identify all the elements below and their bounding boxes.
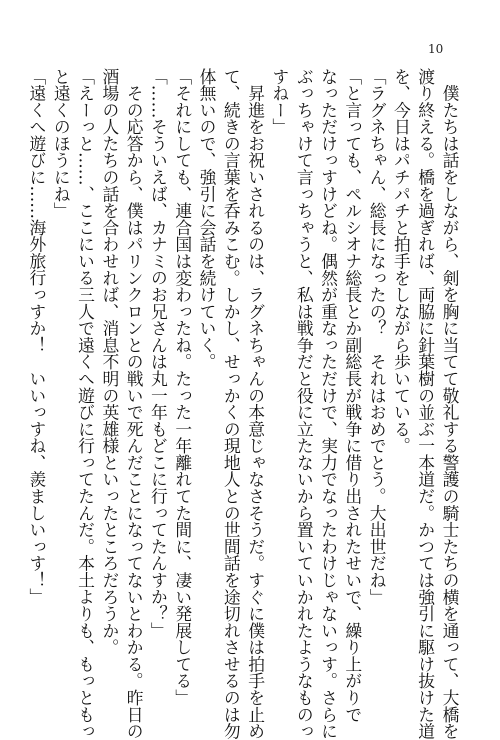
text-line: その応答から、僕はパリンクロンとの戦いで死んだことになってないとわかる。昨日の: [124, 68, 145, 740]
text-line: 「と言っても、ペルシオナ総長とか副総長が戦争に借り出されたせいで、繰り上がりで: [342, 68, 363, 723]
text-line: 「……そういえば、カナミのお兄さんは丸一年もどこに行ってたんすか？」: [148, 68, 169, 639]
text-line: て、続きの言葉を呑みこむ。しかし、せっかくの現地人との世間話を途切れさせるのは勿: [221, 68, 242, 740]
vertical-text-body: [26, 68, 462, 740]
text-line: 僕たちは話をしながら、剣を胸に当てて敬礼する警護の騎士たちの横を通って、大橋を: [440, 68, 460, 740]
text-line: と遠くのほうにね」: [51, 68, 72, 220]
text-line: 「遠くへ遊びに……海外旅行っすか！ いいっすね、羨ましいっす！」: [26, 68, 47, 606]
text-line: 昇進をお祝いされるのは、ラグネちゃんの本意じゃなさそうだ。すぐに僕は拍手を止め: [245, 68, 266, 740]
text-line: 「えーっと……、ここにいる三人で遠くへ遊びに行ってたんだ。本土よりも、もっともっ: [75, 68, 96, 740]
text-line: 体無いので、強引に会話を続けていく。: [197, 68, 218, 371]
text-line: 渡り終える。橋を過ぎれば、両脇に針葉樹の並ぶ一本道だ。かつては強引に駆け抜けた道: [415, 68, 436, 740]
page-number: 10: [428, 42, 444, 56]
text-line: なっただけっすけどね。偶然が重なっただけで、実力でなったわけじゃないっす。さらに: [318, 68, 339, 740]
text-line: 酒場の人たちの話を合わせれば、消息不明の英雄様といったところだろうか。: [99, 68, 120, 656]
text-line: すねー」: [269, 68, 290, 136]
text-line: ぶっちゃけて言っちゃうと、私は戦争だと役に立たないから置いていかれたようなものっ: [294, 68, 315, 740]
text-line: を、今日はパチパチと拍手をしながら歩いている。: [391, 68, 412, 455]
text-line: 「それにしても、連合国は変わったね。たった一年離れてた間に、凄い発展してる」: [172, 68, 193, 707]
text-line: 「ラグネちゃん、総長になったの？ それはおめでとう。大出世だね」: [367, 68, 388, 606]
